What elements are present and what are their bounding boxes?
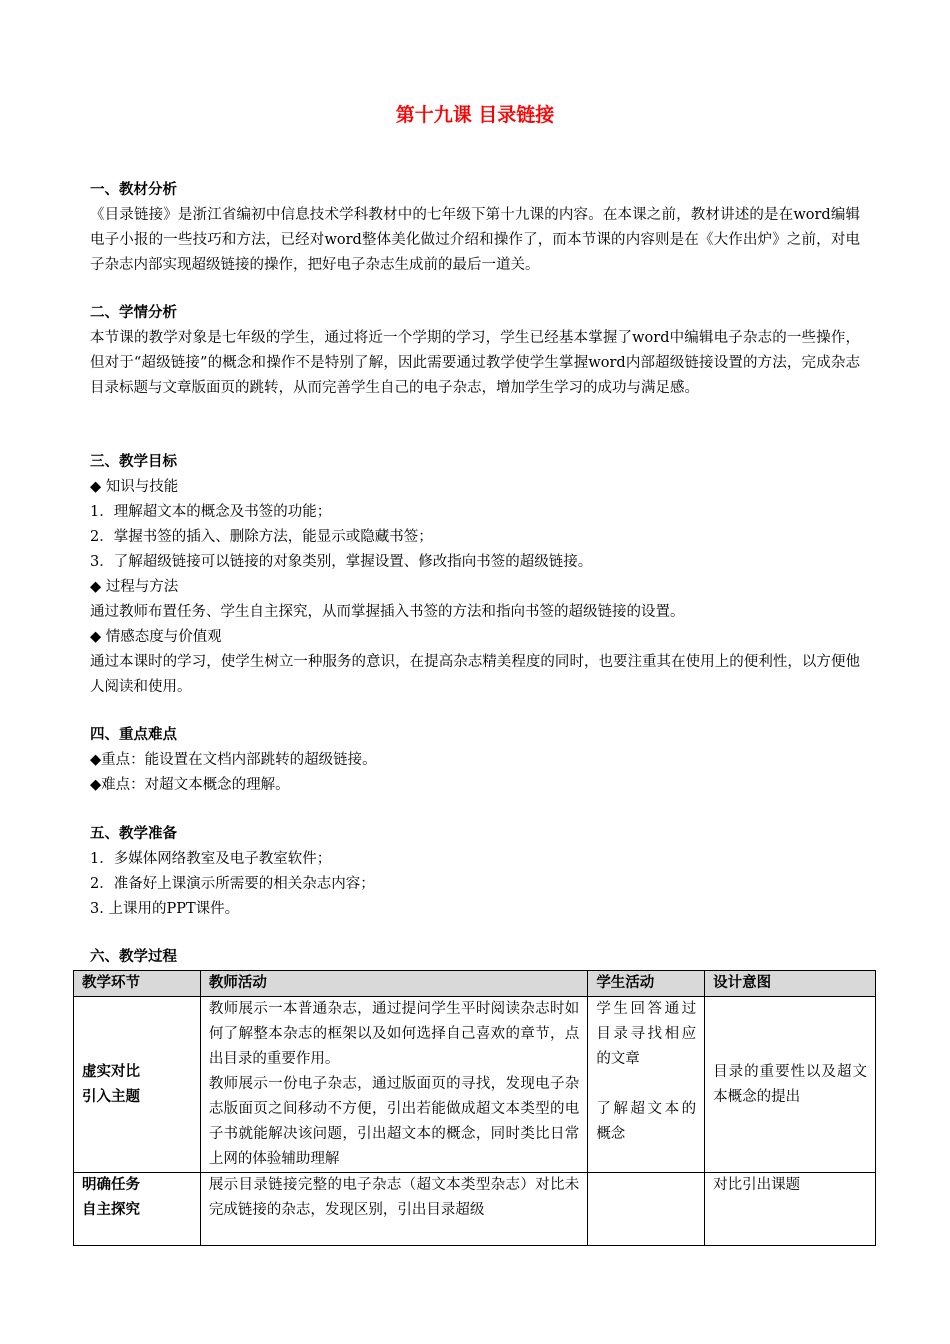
teacher-activity-text: 展示目录链接完整的电子杂志（超文本类型杂志）对比未完成链接的杂志，发现区别，引出目录超级 <box>208 1177 580 1218</box>
design-intent-text: 目录的重要性以及超文本概念的提出 <box>713 1063 867 1105</box>
key-point: ◆重点：能设置在文档内部跳转的超级链接。 <box>90 752 377 768</box>
subheading-attitude: ◆ 情感态度与价值观 <box>90 629 222 645</box>
column-header: 教学环节 <box>74 971 201 997</box>
section-textbook-analysis <box>90 178 860 278</box>
table-row <box>74 1173 876 1246</box>
stage-cell <box>74 997 201 1173</box>
section-heading: 六、教学过程 <box>90 949 177 965</box>
table-row <box>74 997 876 1173</box>
page-title: 第十九课 目录链接 <box>395 104 555 126</box>
subheading-process: ◆ 过程与方法 <box>90 579 179 595</box>
section-heading: 三、教学目标 <box>90 454 177 470</box>
teacher-activity-cell <box>200 997 587 1173</box>
spacer <box>596 1072 696 1097</box>
subheading-knowledge: ◆ 知识与技能 <box>90 479 179 495</box>
section-paragraph: 通过教师布置任务、学生自主探究，从而掌握插入书签的方法和指向书签的超级链接的设置。 <box>90 604 685 620</box>
section-teaching-goals <box>90 450 860 700</box>
list-item: 1．多媒体网络教室及电子教室软件； <box>90 851 332 867</box>
section-heading: 一、教材分析 <box>90 182 177 198</box>
section-heading: 四、重点难点 <box>90 727 177 743</box>
list-item: 1．理解超文本的概念及书签的功能； <box>90 504 332 520</box>
teacher-activity-cell <box>200 1173 587 1246</box>
stage-line: 明确任务 <box>82 1177 140 1193</box>
stage-line: 自主探究 <box>82 1202 140 1218</box>
design-intent-cell <box>705 1173 876 1246</box>
column-header: 设计意图 <box>705 971 876 997</box>
design-intent-text: 对比引出课题 <box>713 1177 801 1193</box>
list-item: 3. 上课用的PPT课件。 <box>90 901 240 917</box>
student-activity-cell <box>588 997 705 1173</box>
section-paragraph: 本节课的教学对象是七年级的学生，通过将近一个学期的学习，学生已经基本掌握了word中编辑电子杂志的一些操作，但对于“超级链接”的概念和操作不是特别了解，因此需要通过教学使学生掌握word内部超级链接设置的方法，完成杂志目录标题与文章版面页的跳转，从而完善学生自己的电子杂志，增加学生学习的成功与满足感。 <box>90 330 860 396</box>
stage-line: 引入主题 <box>82 1088 140 1105</box>
section-process <box>90 945 860 970</box>
column-header: 学生活动 <box>588 971 705 997</box>
difficult-point: ◆难点：对超文本概念的理解。 <box>90 777 290 793</box>
teacher-activity-text: 教师展示一本普通杂志，通过提问学生平时阅读杂志时如何了解整本杂志的框架以及如何选择自己喜欢的章节，点出目录的重要作用。 <box>208 1001 580 1067</box>
section-paragraph: 《目录链接》是浙江省编初中信息技术学科教材中的七年级下第十九课的内容。在本课之前，教材讲述的是在word编辑电子小报的一些技巧和方法，已经对word整体美化做过介绍和操作了，而本节课的内容则是在《大作出炉》之前，对电子杂志内部实现超级链接的操作，把好电子杂志生成前的最后一道关。 <box>90 207 860 273</box>
list-item: 2．准备好上课演示所需要的相关杂志内容； <box>90 876 375 892</box>
teaching-process-table <box>73 970 876 1246</box>
section-paragraph: 通过本课时的学习，使学生树立一种服务的意识，在提高杂志精美程度的同时，也要注重其在使用上的便利性，以方便他人阅读和使用。 <box>90 654 860 695</box>
list-item: 3．了解超级链接可以链接的对象类别，掌握设置、修改指向书签的超级链接。 <box>90 554 593 570</box>
teacher-activity-text: 教师展示一份电子杂志，通过版面页的寻找，发现电子杂志版面页之间移动不方便，引出若能做成超文本类型的电子书就能解决该问题，引出超文本的概念，同时类比日常上网的体验辅助理解 <box>208 1076 580 1167</box>
section-heading: 五、教学准备 <box>90 826 177 842</box>
design-intent-cell <box>705 997 876 1173</box>
section-student-analysis <box>90 301 860 401</box>
column-header: 教师活动 <box>200 971 587 997</box>
section-preparation <box>90 822 860 922</box>
section-key-points <box>90 723 860 798</box>
table-header-row <box>74 971 876 997</box>
stage-cell <box>74 1173 201 1246</box>
student-activity-text: 学生回答通过目录寻找相应的文章 <box>596 1001 697 1067</box>
student-activity-cell <box>588 1173 705 1246</box>
list-item: 2．掌握书签的插入、删除方法，能显示或隐藏书签； <box>90 529 433 545</box>
stage-line: 虚实对比 <box>82 1063 140 1080</box>
student-activity-text: 了解超文本的概念 <box>596 1101 697 1142</box>
section-heading: 二、学情分析 <box>90 305 177 321</box>
